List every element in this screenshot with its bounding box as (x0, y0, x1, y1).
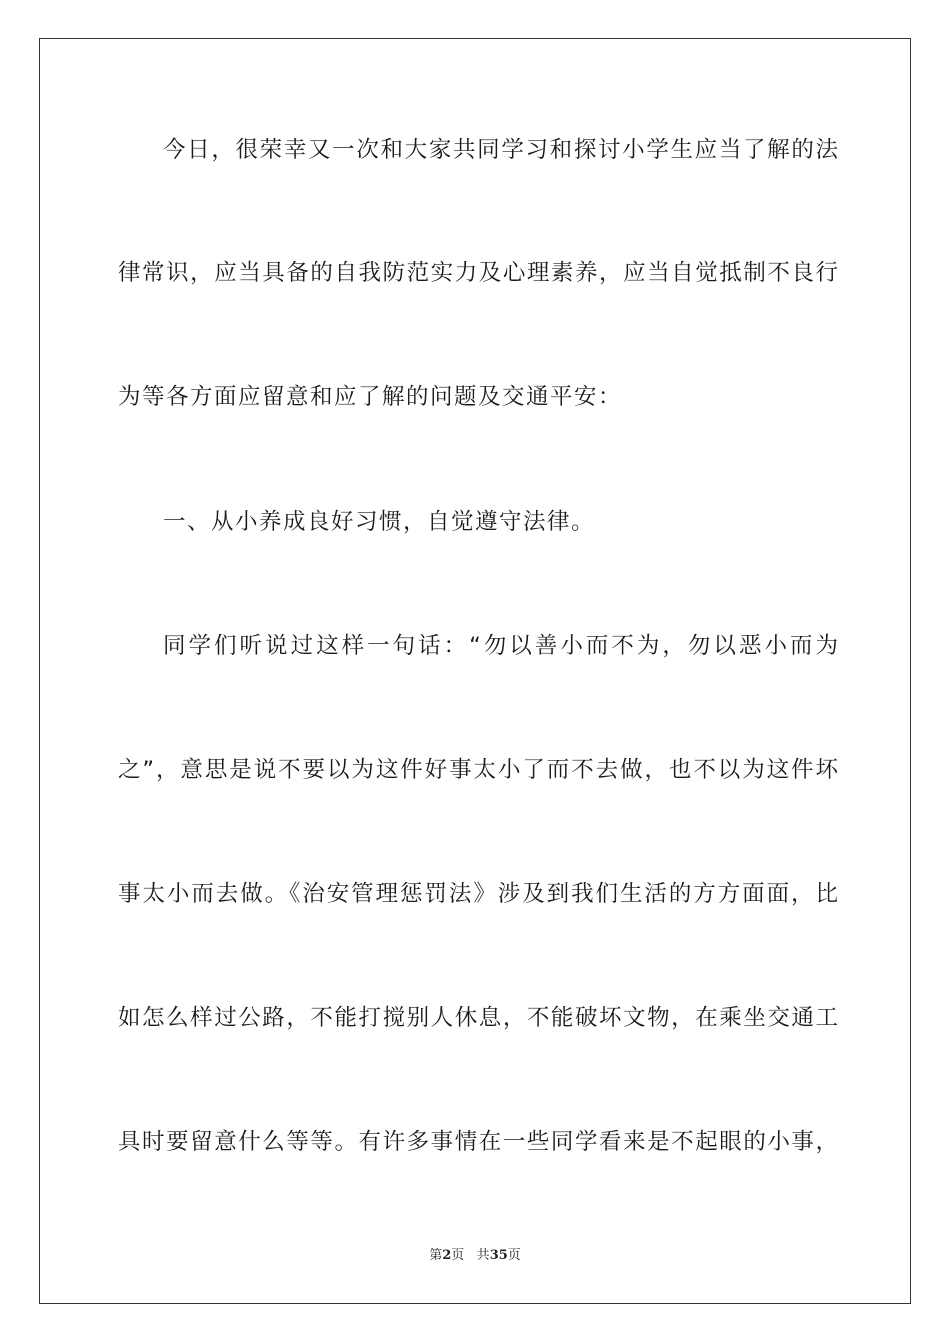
total-pages: 35 (489, 1248, 508, 1263)
page-number-prefix: 第 (429, 1248, 443, 1263)
paragraph-2-line-5: 具时要留意什么等等。有许多事情在一些同学看来是不起眼的小事， (118, 1129, 838, 1155)
paragraph-2-line-4: 如怎么样过公路，不能打搅别人休息，不能破坏文物，在乘坐交通工 (118, 1005, 838, 1031)
page-footer (0, 1247, 950, 1265)
paragraph-2-line-1: 同学们听说过这样一句话：“勿以善小而不为，勿以恶小而为 (163, 633, 838, 659)
paragraph-1-line-1: 今日，很荣幸又一次和大家共同学习和探讨小学生应当了解的法 (163, 137, 838, 163)
total-pages-suffix: 页 (507, 1248, 521, 1263)
paragraph-1-line-2: 律常识，应当具备的自我防范实力及心理素养，应当自觉抵制不良行 (118, 260, 838, 286)
page-number-suffix: 页 (451, 1248, 465, 1263)
total-pages-prefix: 共 (476, 1248, 490, 1263)
paragraph-1-line-3: 为等各方面应留意和应了解的问题及交通平安： (118, 384, 623, 410)
paragraph-2-line-3: 事太小而去做。《治安管理惩罚法》涉及到我们生活的方方面面，比 (118, 881, 838, 907)
page-number: 2 (442, 1248, 452, 1263)
paragraph-2-line-2: 之”，意思是说不要以为这件好事太小了而不去做，也不以为这件坏 (118, 757, 838, 783)
page-border (39, 38, 911, 1304)
section-heading-1: 一、从小养成良好习惯，自觉遵守法律。 (163, 509, 596, 535)
